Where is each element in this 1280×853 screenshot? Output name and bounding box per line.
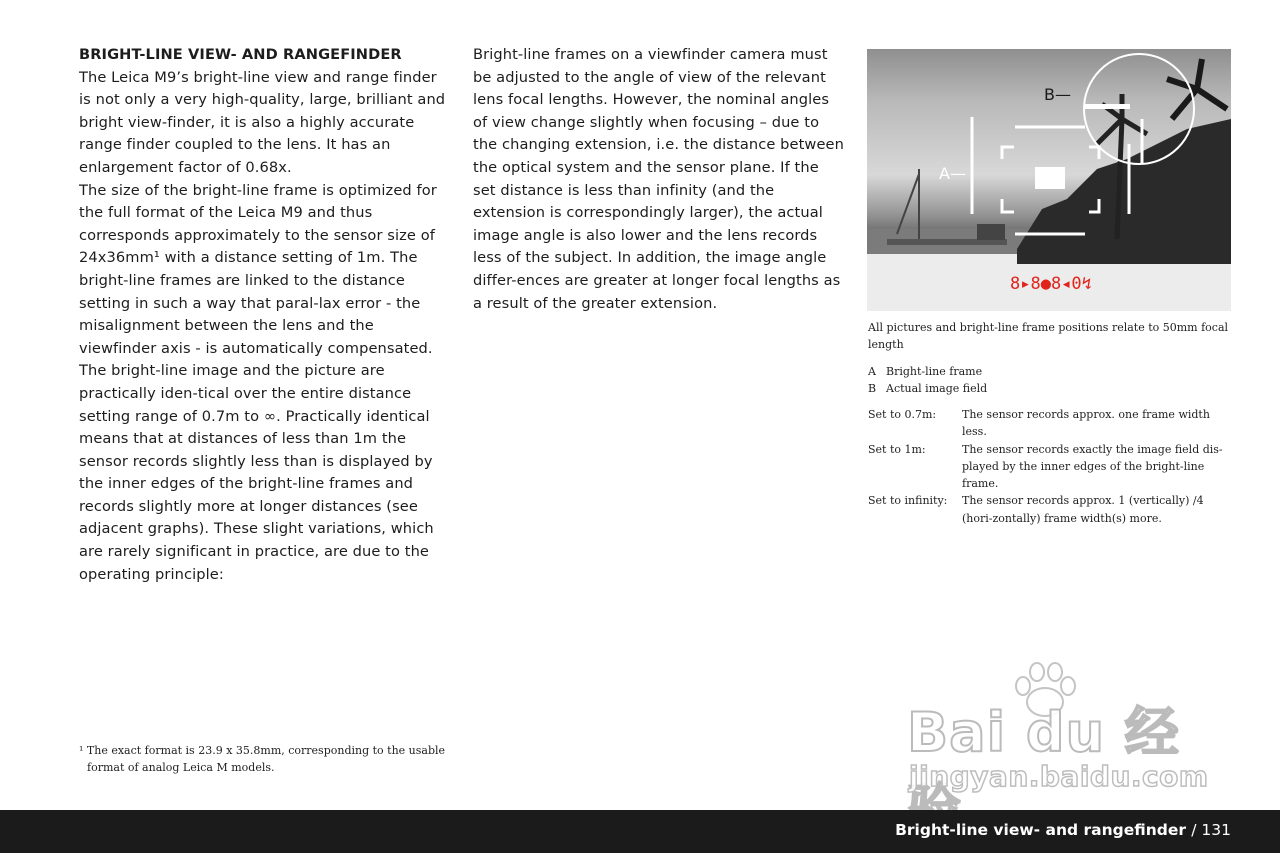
sailboat: [897, 169, 919, 239]
legend-text: Bright-line frame: [886, 365, 983, 378]
distance-settings-list: [868, 406, 1233, 527]
figure-caption: All pictures and bright-line frame positions relate to 50mm focal length: [868, 321, 1229, 352]
setting-text: The sensor records approx. one frame width less.: [962, 408, 1210, 439]
left-column: [79, 44, 451, 586]
middle-column: [473, 44, 845, 315]
setting-label: Set to 0.7m:: [868, 408, 937, 421]
baidu-watermark: [905, 660, 1209, 800]
legend-key: A: [868, 365, 876, 378]
setting-row: [868, 492, 1233, 527]
actual-image-mark: [1085, 104, 1130, 109]
legend-item: [868, 380, 987, 397]
setting-label: Set to infinity:: [868, 494, 948, 508]
label-b: B—: [1044, 85, 1071, 104]
setting-text: The sensor records exactly the image field dis-played by the inner edges of the bright-line frame.: [962, 442, 1223, 491]
page-footer: [0, 810, 1280, 853]
label-a: A—: [939, 164, 966, 183]
viewfinder-photo: [867, 49, 1231, 311]
watermark-url: jingyan.baidu.com: [909, 760, 1209, 793]
legend-item: [868, 363, 987, 380]
figure-legend: [868, 363, 987, 398]
viewfinder-illustration: [867, 49, 1231, 311]
section-heading: BRIGHT-LINE VIEW- AND RANGEFINDER: [79, 46, 402, 63]
rangefinder-patch: [1035, 167, 1065, 189]
intro-paragraph: The Leica M9’s bright-line view and range finder is not only a very high-quality, large, brilliant and bright view-finder, it is also a highly accurate range finder coupled to the lens. It has an enlargement factor of 0.68x.: [79, 68, 446, 176]
setting-row: [868, 406, 1233, 441]
frame-size-paragraph: The size of the bright-line frame is optimized for the full format of the Leica M9 and thus corresponds approximately to the sensor size of 24x36mm¹ with a distance setting of 1m. The bright-line frames are linked to the distance setting in such a way that paral-lax error - the misalignment between the lens and the viewfinder axis - is automatically compensated. The bright-line image and the picture are practically iden-tical over the entire distance setting range of 0.7m to ∞. Practically identical means that at distances of less than 1m the sensor records slightly less than is displayed by the inner edges of the bright-line frames and records slightly more at longer distances (see adjacent graphs). These slight variations, which are rarely significant in practice, are due to the operating principle:: [79, 181, 437, 583]
legend-key: B: [868, 382, 877, 396]
setting-text: The sensor records approx. 1 (vertically) /4 (hori-zontally) frame width(s) more.: [962, 494, 1204, 525]
page-number: / 131: [1191, 821, 1231, 839]
setting-row: [868, 441, 1233, 493]
legend-text: Actual image field: [886, 382, 988, 396]
angle-paragraph: Bright-line frames on a viewfinder camera must be adjusted to the angle of view of the relevant lens focal lengths. However, the nominal angles of view change slightly when focusing – due to the changing extension, i.e. the distance between the optical system and the sensor plane. If the set distance is less than infinity (and the extension is correspondingly larger), the actual image angle is also lower and the lens records less of the subject. In addition, the image angle differ-ences are greater at longer focal lengths as a result of the greater extension.: [473, 46, 844, 312]
footnote: ¹ The exact format is 23.9 x 35.8mm, corresponding to the usable format of analog Leica M models.: [79, 744, 446, 775]
footer-title: Bright-line view- and rangefinder: [895, 821, 1186, 839]
exposure-display: 8▸8●8◂0↯: [1010, 274, 1092, 294]
hut: [977, 224, 1005, 240]
setting-label: Set to 1m:: [868, 442, 926, 456]
watermark-brand: Bai du 经: [907, 701, 1180, 764]
tree-line: [1017, 119, 1231, 264]
